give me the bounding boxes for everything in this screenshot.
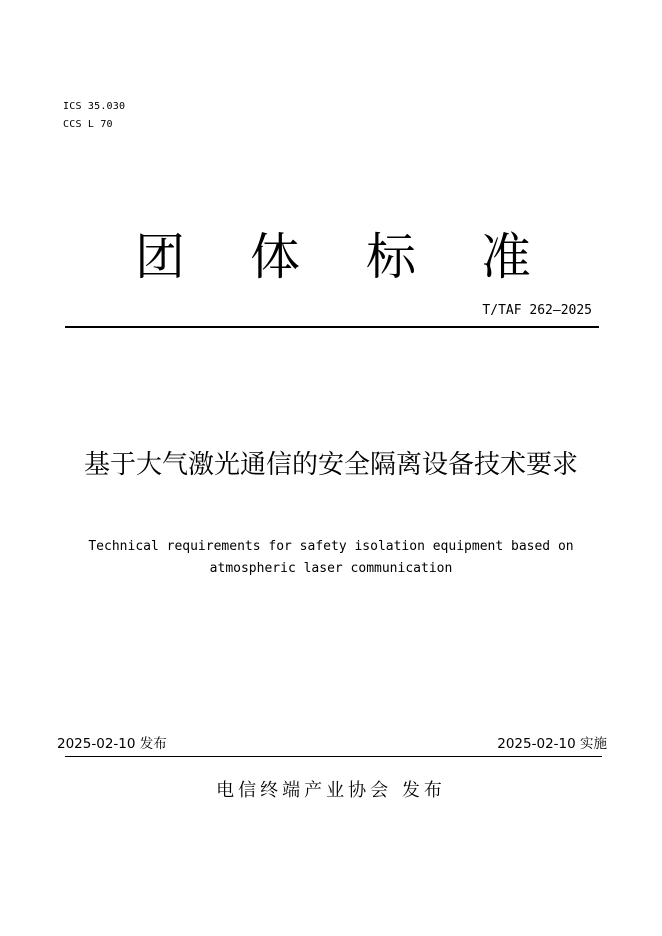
header-divider — [65, 326, 599, 328]
document-title-chinese: 基于大气激光通信的安全隔离设备技术要求 — [83, 450, 578, 480]
standard-type-heading — [0, 222, 662, 292]
document-title-english: Technical requirements for safety isolation equipment based on atmospheric laser communication — [88, 539, 574, 576]
footer-divider — [65, 756, 602, 757]
publisher: 电信终端产业协会 发布 — [216, 780, 446, 801]
standard-number: T/TAF 262—2025 — [482, 303, 592, 318]
classification-codes — [63, 98, 125, 134]
standard-type-char-3: 标 — [366, 228, 416, 286]
ics-code: ICS 35.030 — [63, 101, 126, 112]
publish-date: 2025-02-10 发布 — [57, 736, 167, 752]
ccs-code: CCS L 70 — [63, 119, 113, 130]
standard-type-char-2: 体 — [250, 228, 300, 286]
implement-date: 2025-02-10 实施 — [497, 736, 607, 752]
standard-type-char-4: 准 — [481, 228, 531, 286]
standard-type-char-1: 团 — [135, 228, 185, 286]
